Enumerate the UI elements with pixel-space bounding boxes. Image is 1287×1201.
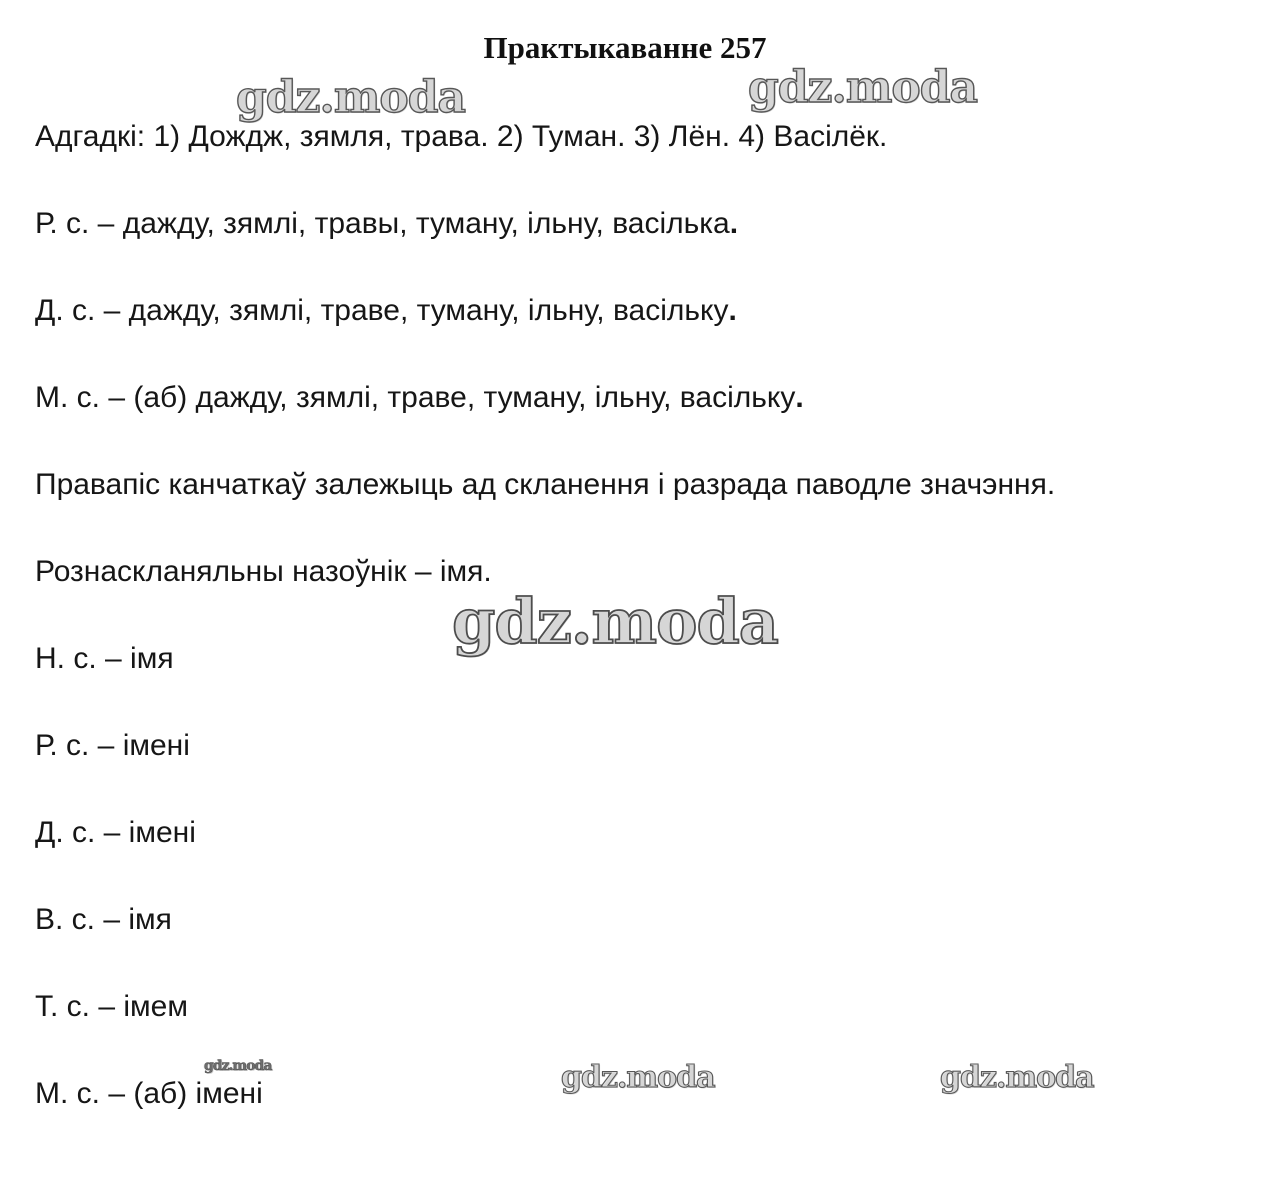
spelling-rule-line: [35, 465, 1055, 505]
nominative-imya-line: [35, 639, 174, 679]
line-text: Р. с. – імені: [35, 729, 190, 762]
watermark: gdz.moda: [236, 72, 466, 123]
line-text: Р. с. – дажду, зямлі, травы, туману, ільну, васілька: [35, 207, 730, 240]
watermark: gdz.moda: [204, 1058, 272, 1074]
watermark: gdz.moda: [748, 62, 978, 113]
dative-imya-line: [35, 813, 196, 853]
watermark: gdz.moda: [940, 1060, 1094, 1095]
line-text: Т. с. – імем: [35, 990, 188, 1023]
line-text: Д. с. – імені: [35, 816, 196, 849]
genitive-case-line: [35, 204, 738, 244]
line-text: Н. с. – імя: [35, 642, 174, 675]
watermark: gdz.moda: [561, 1060, 715, 1095]
line-text: Правапіс канчаткаў залежыць ад скланення і разрада паводле значэння.: [35, 468, 1056, 501]
line-text: М. с. – (аб) дажду, зямлі, траве, туману, ільну, васільку: [35, 381, 796, 414]
line-end: .: [795, 381, 804, 414]
instrumental-imya-line: [35, 987, 188, 1027]
noun-type-line: [35, 552, 492, 592]
line-text: Рознаскланяльны назоўнік – імя.: [35, 555, 492, 588]
riddle-answers-line: [35, 117, 887, 157]
accusative-imya-line: [35, 900, 172, 940]
dative-case-line: [35, 291, 737, 331]
watermark: gdz.moda: [452, 585, 778, 658]
line-text: М. с. – (аб) імені: [35, 1077, 263, 1110]
line-text: Адгадкі: 1) Дождж, зямля, трава. 2) Туман. 3) Лён. 4) Васілёк.: [35, 120, 888, 153]
line-end: .: [728, 294, 737, 327]
line-text: Д. с. – дажду, зямлі, траве, туману, ільну, васільку: [35, 294, 729, 327]
genitive-imya-line: [35, 726, 190, 766]
locative-case-line: [35, 378, 804, 418]
page-title: Практыкаванне 257: [483, 30, 767, 65]
line-text: В. с. – імя: [35, 903, 172, 936]
locative-imya-line: [35, 1074, 263, 1114]
line-end: .: [729, 207, 739, 240]
